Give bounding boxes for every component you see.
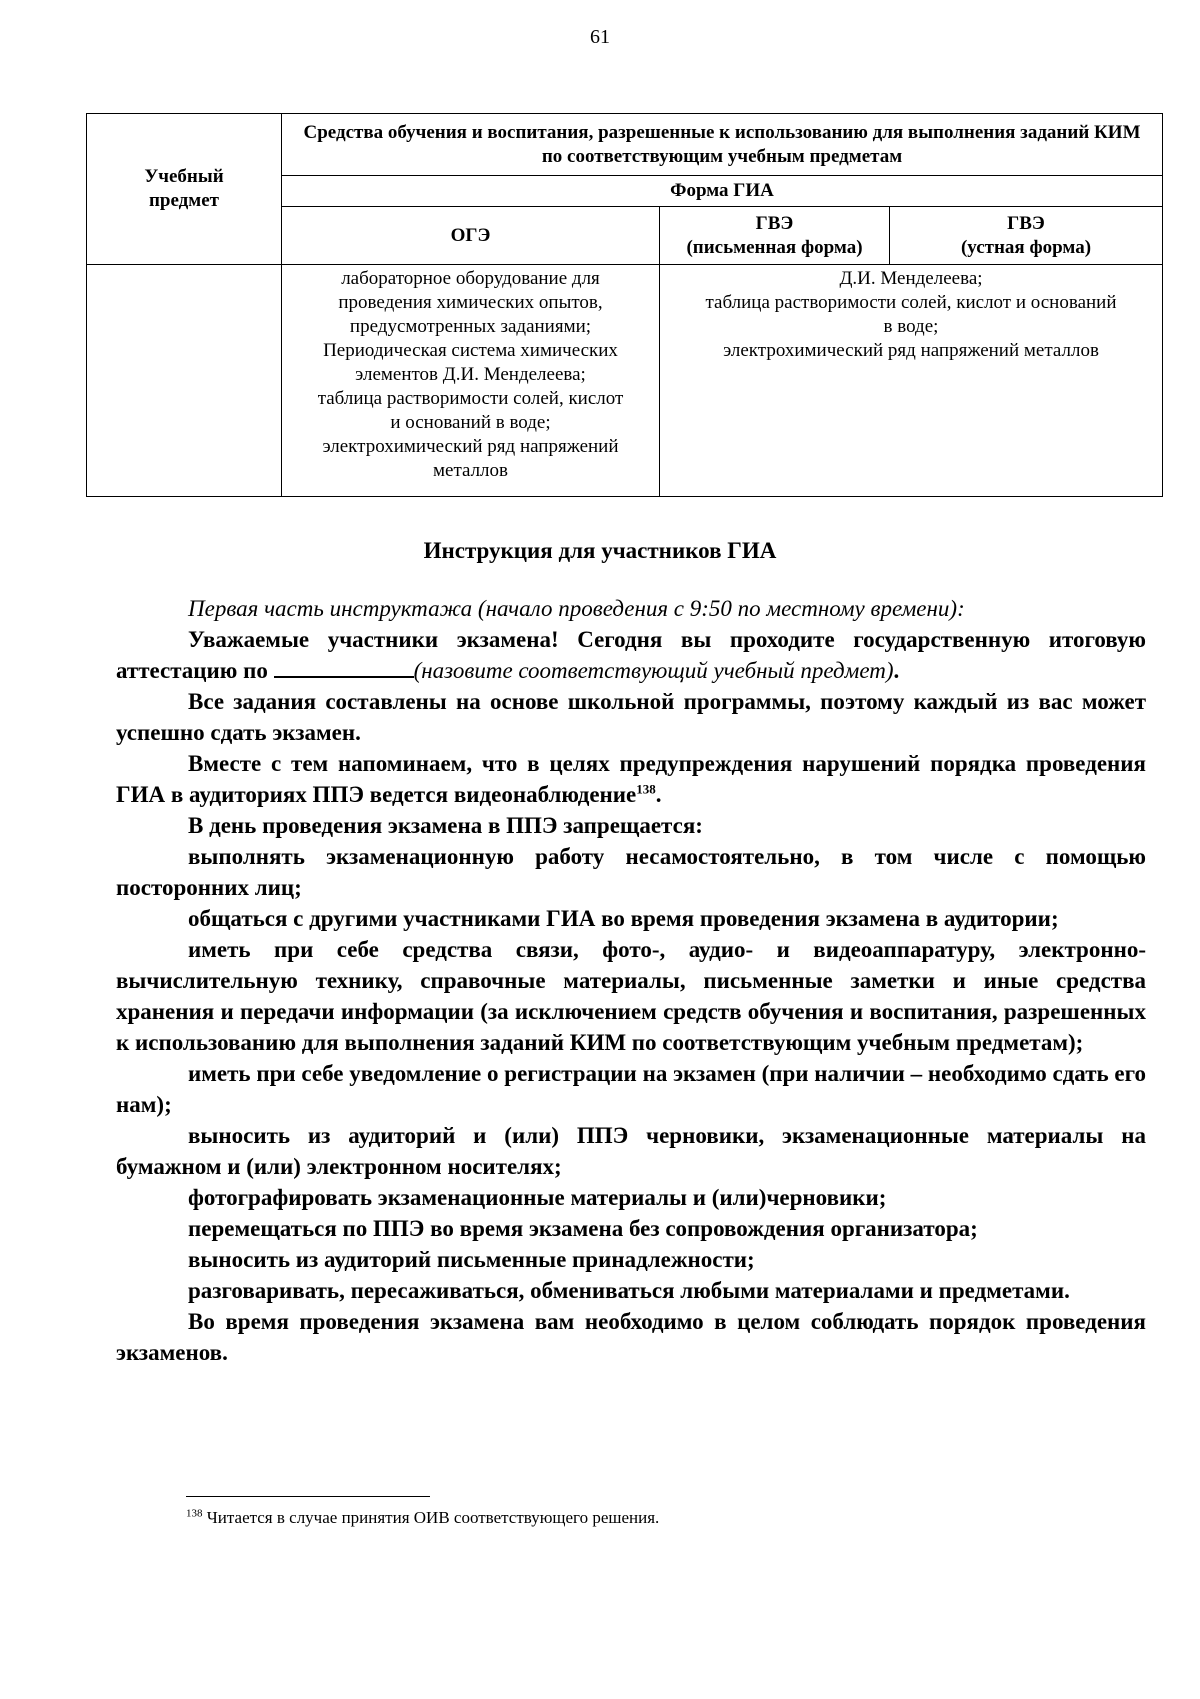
tasks-paragraph: Все задания составлены на основе школьной программы, поэтому каждый из вас может успешно сдать экзамен. [116, 689, 1146, 745]
rule-item: перемещаться по ППЭ во время экзамена без сопровождения организатора; [188, 1216, 978, 1241]
subject-blank-line [274, 658, 414, 678]
footnote-number: 138 [186, 1507, 203, 1520]
means-header: Средства обучения и воспитания, разрешенные к использованию для выполнения заданий КИМ по соответствующим учебным предметам [282, 114, 1163, 176]
gve-means-cell: Д.И. Менделеева; таблица растворимости солей, кислот и оснований в воде; электрохимический ряд напряжений металлов [660, 265, 1163, 497]
video-paragraph: Вместе с тем напоминаем, что в целях предупреждения нарушений порядка проведения ГИА в аудиториях ППЭ ведется видеонаблюдение$^{138}$. [116, 751, 1146, 807]
subject-cell [87, 265, 282, 497]
final-paragraph: Во время проведения экзамена вам необходимо в целом соблюдать порядок проведения экзаменов. [116, 1309, 1146, 1365]
rule-item: выносить из аудиторий и (или) ППЭ черновики, экзаменационные материалы на бумажном и (или) электронном носителях; [116, 1123, 1146, 1179]
gve-oral-column-header: ГВЭ (устная форма) [890, 207, 1163, 265]
footnote-divider [186, 1496, 430, 1497]
rule-item: иметь при себе уведомление о регистрации на экзамен (при наличии – необходимо сдать его нам); [116, 1061, 1146, 1117]
rule-item: фотографировать экзаменационные материалы и (или)черновики; [188, 1185, 887, 1210]
prohibited-heading: В день проведения экзамена в ППЭ запрещается: [188, 813, 703, 838]
rule-item: выполнять экзаменационную работу несамостоятельно, в том числе с помощью посторонних лиц; [116, 844, 1146, 900]
teaching-means-table [86, 113, 1163, 497]
footnote-ref: 138 [636, 781, 656, 797]
rule-item: иметь при себе средства связи, фото-, аудио- и видеоаппаратуру, электронно-вычислительную технику, справочные материалы, письменные заметки и иные средства хранения и передачи информации (за исключением средств обучения и воспитания, разрешенных к использованию для выполнения заданий КИМ по соответствующим учебным предметам); [116, 937, 1146, 1055]
intro-paragraph: Первая часть инструктажа (начало проведения с 9:50 по местному времени): [188, 596, 965, 621]
page-number: 61 [590, 26, 610, 48]
oge-column-header: ОГЭ [282, 207, 660, 265]
section-title: Инструкция для участников ГИА [423, 538, 777, 563]
subject-header: Учебный предмет [87, 114, 282, 265]
greeting-paragraph: Уважаемые участники экзамена! Сегодня вы проходите государственную итоговую аттестацию по (назовите соответствующий учебный предмет). [116, 627, 1146, 683]
gve-written-column-header: ГВЭ (письменная форма) [660, 207, 890, 265]
instructions-text [116, 593, 1146, 1368]
rule-item: выносить из аудиторий письменные принадлежности; [188, 1247, 755, 1272]
rule-item: общаться с другими участниками ГИА во время проведения экзамена в аудитории; [188, 906, 1059, 931]
form-header: Форма ГИА [282, 176, 1163, 207]
rule-item: разговаривать, пересаживаться, обмениваться любыми материалами и предметами. [188, 1278, 1070, 1303]
footnote [186, 1508, 659, 1528]
oge-means-cell: лабораторное оборудование для проведения химических опытов, предусмотренных заданиями; Периодическая система химических элементов Д.И. Менделеева; таблица растворимости солей, кислот и оснований в воде; электрохимический ряд напряжений металлов [282, 265, 660, 497]
footnote-text: Читается в случае принятия ОИВ соответствующего решения. [202, 1508, 660, 1527]
